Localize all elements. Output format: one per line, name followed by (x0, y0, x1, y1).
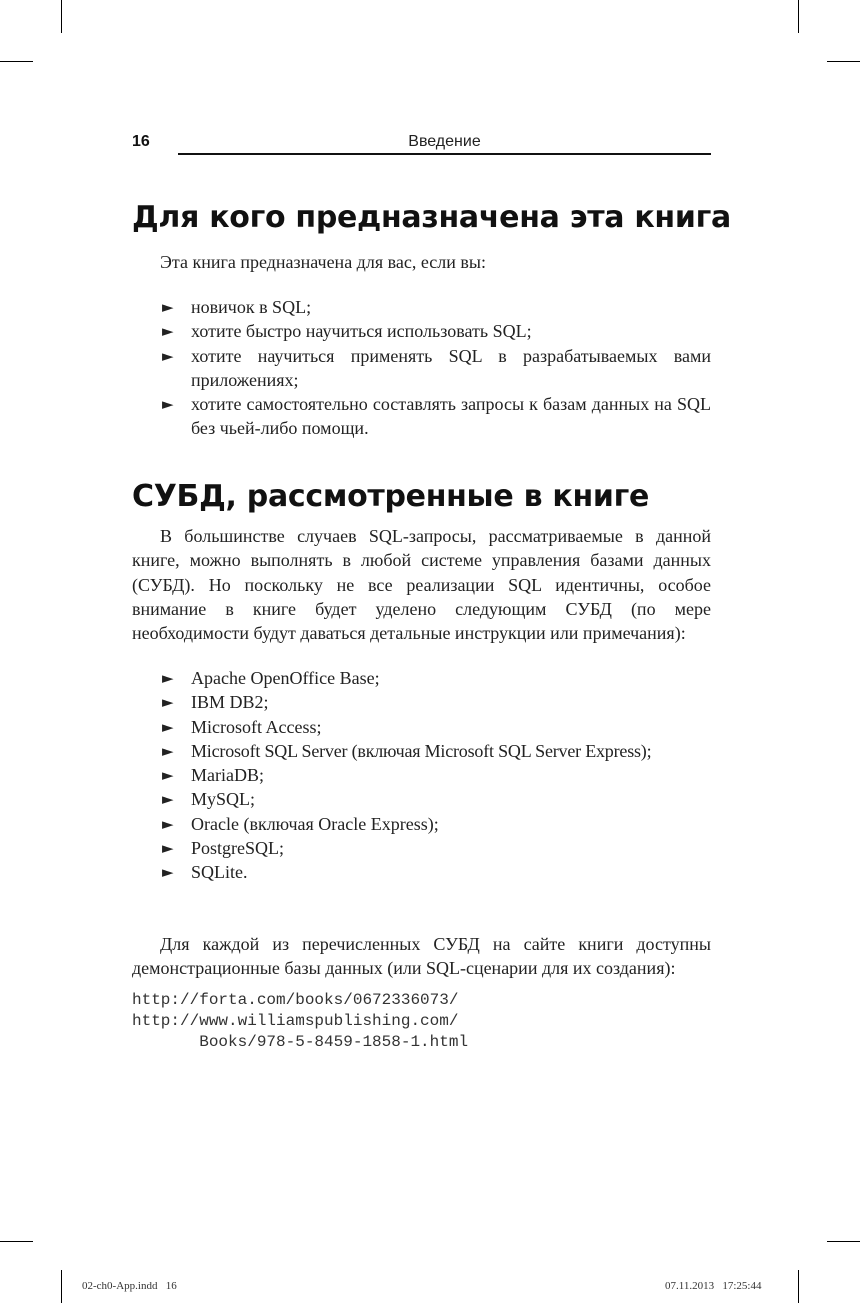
bullet-marker-icon: ► (162, 669, 174, 687)
bullet-marker-icon: ► (162, 863, 174, 882)
list-item: ► PostgreSQL; (162, 836, 711, 860)
list-item: ► SQLite. (162, 860, 711, 884)
list-item: ► новичок в SQL; (162, 295, 711, 319)
bullet-marker-icon: ► (162, 298, 174, 316)
section-intro: Эта книга предназначена для вас, если вы: (160, 252, 486, 272)
list-item: ► MariaDB; (162, 763, 711, 787)
bullet-marker-icon: ► (162, 814, 174, 833)
list-item: ► хотите быстро научиться использовать SQL; (162, 319, 711, 343)
crop-mark (0, 1241, 33, 1242)
audience-list (162, 295, 711, 441)
section-title-audience: Для кого предназначена эта книга (132, 200, 731, 235)
list-item: ► Microsoft SQL Server (включая Microsoft SQL Server Express); (162, 739, 711, 763)
list-item: ► хотите научиться применять SQL в разрабатываемых вами приложениях; (162, 345, 711, 390)
crop-mark (798, 0, 799, 33)
list-item: ► Apache OpenOffice Base; (162, 666, 711, 690)
bullet-marker-icon: ► (162, 693, 174, 712)
list-item: ► хотите самостоятельно составлять запросы к базам данных на SQL без чьей-либо помощи. (162, 394, 711, 439)
crop-mark (798, 1270, 799, 1303)
bullet-marker-icon: ► (162, 839, 174, 858)
list-item: ► IBM DB2; (162, 690, 711, 714)
section-paragraph: В большинстве случаев SQL-запросы, рассматриваемые в данной книге, можно выполнять в любой системе управления базами данных (СУБД). Но поскольку не все реализации SQL идентичны, особое внимание в книге будет уделено следующим СУБД (по мере необходимости будут даваться детальные инструкции или примечания): (132, 526, 711, 644)
url-line: http://www.williamspublishing.com/ (132, 1012, 459, 1030)
url-line: http://forta.com/books/0672336073/ (132, 991, 459, 1009)
bullet-marker-icon: ► (162, 717, 174, 736)
list-item: ► Oracle (включая Oracle Express); (162, 812, 711, 836)
dbms-list (162, 666, 711, 885)
running-title: Введение (408, 133, 481, 150)
crop-mark (827, 1241, 860, 1242)
bullet-marker-icon: ► (162, 741, 174, 760)
bullet-marker-icon: ► (162, 766, 174, 785)
bullet-marker-icon: ► (162, 395, 174, 414)
section-outro: Для каждой из перечисленных СУБД на сайте книги доступны демонстрационные базы данных (или SQL-сценарии для их создания): (132, 934, 711, 979)
slug-timestamp: 07.11.2013 17:25:44 (665, 1280, 762, 1292)
crop-mark (61, 1270, 62, 1303)
url-line: Books/978-5-8459-1858-1.html (132, 1033, 469, 1051)
crop-mark (61, 0, 62, 33)
header-rule (178, 153, 711, 155)
section-title-dbms: СУБД, рассмотренные в книге (132, 479, 650, 514)
list-item: ► Microsoft Access; (162, 715, 711, 739)
crop-mark (0, 61, 33, 62)
crop-mark (827, 61, 860, 62)
bullet-marker-icon: ► (162, 346, 174, 365)
list-item: ► MySQL; (162, 787, 711, 811)
bullet-marker-icon: ► (162, 790, 174, 809)
bullet-marker-icon: ► (162, 322, 174, 341)
page-number: 16 (132, 133, 150, 150)
slug-filename: 02-ch0-App.indd 16 (82, 1280, 177, 1292)
